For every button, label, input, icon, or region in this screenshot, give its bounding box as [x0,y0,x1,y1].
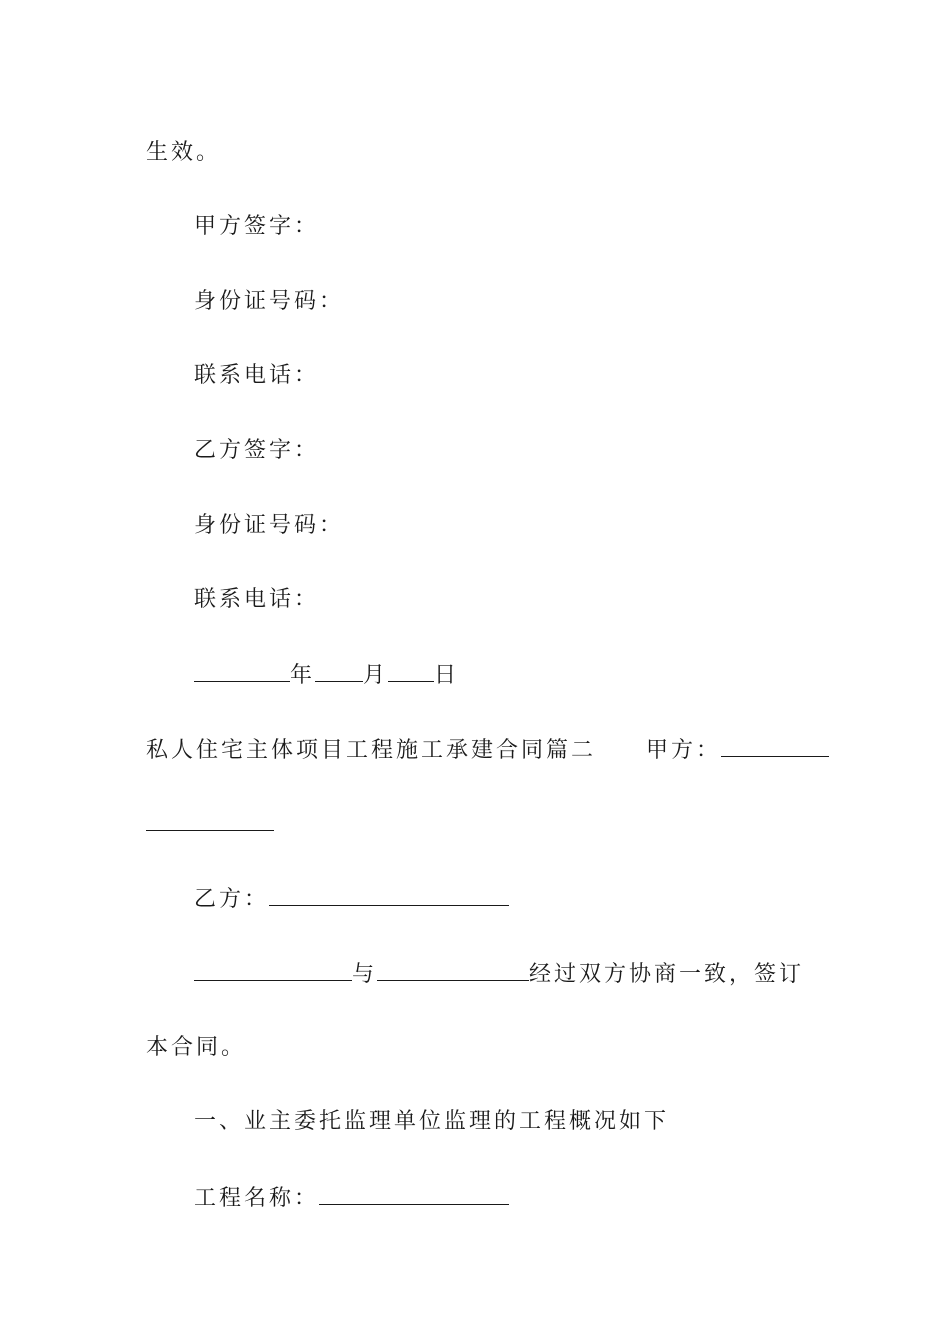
text-effective: 生效。 [146,140,222,165]
party-a-phone-label: 联系电话： [194,363,320,388]
first-party-blank [194,958,352,981]
party-b-id-label: 身份证号码： [194,513,345,538]
agreement-text-end: 本合同。 [146,1035,247,1060]
second-party-blank [377,958,529,981]
party-b-phone-label: 联系电话： [194,587,320,612]
party-b-line [194,883,509,913]
party-a-id-label: 身份证号码： [194,289,345,314]
party-a-label: 甲方： [646,738,722,763]
day-blank [388,659,434,682]
date-line [194,659,459,689]
project-name-line [194,1182,509,1212]
party-a-blank-continued [146,808,274,831]
month-blank [315,659,363,682]
party-a-blank [721,734,829,757]
party-b-blank [269,883,509,906]
section-title: 私人住宅主体项目工程施工承建合同篇二 [146,738,597,763]
section-title-line [146,734,829,764]
month-label: 月 [363,663,389,688]
party-b-label: 乙方： [194,887,270,912]
year-blank [194,659,290,682]
item-one-heading: 一、业主委托监理单位监理的工程概况如下 [194,1109,670,1134]
agreement-line [194,958,804,988]
day-label: 日 [434,663,460,688]
party-a-signature-label: 甲方签字： [194,214,320,239]
project-name-label: 工程名称： [194,1186,320,1211]
project-name-blank [319,1182,509,1205]
with-word: 与 [352,962,378,987]
agreement-text: 经过双方协商一致，签订 [529,962,805,987]
party-a-blank-continued-line [146,808,274,838]
party-b-signature-label: 乙方签字： [194,438,320,463]
year-label: 年 [290,663,316,688]
